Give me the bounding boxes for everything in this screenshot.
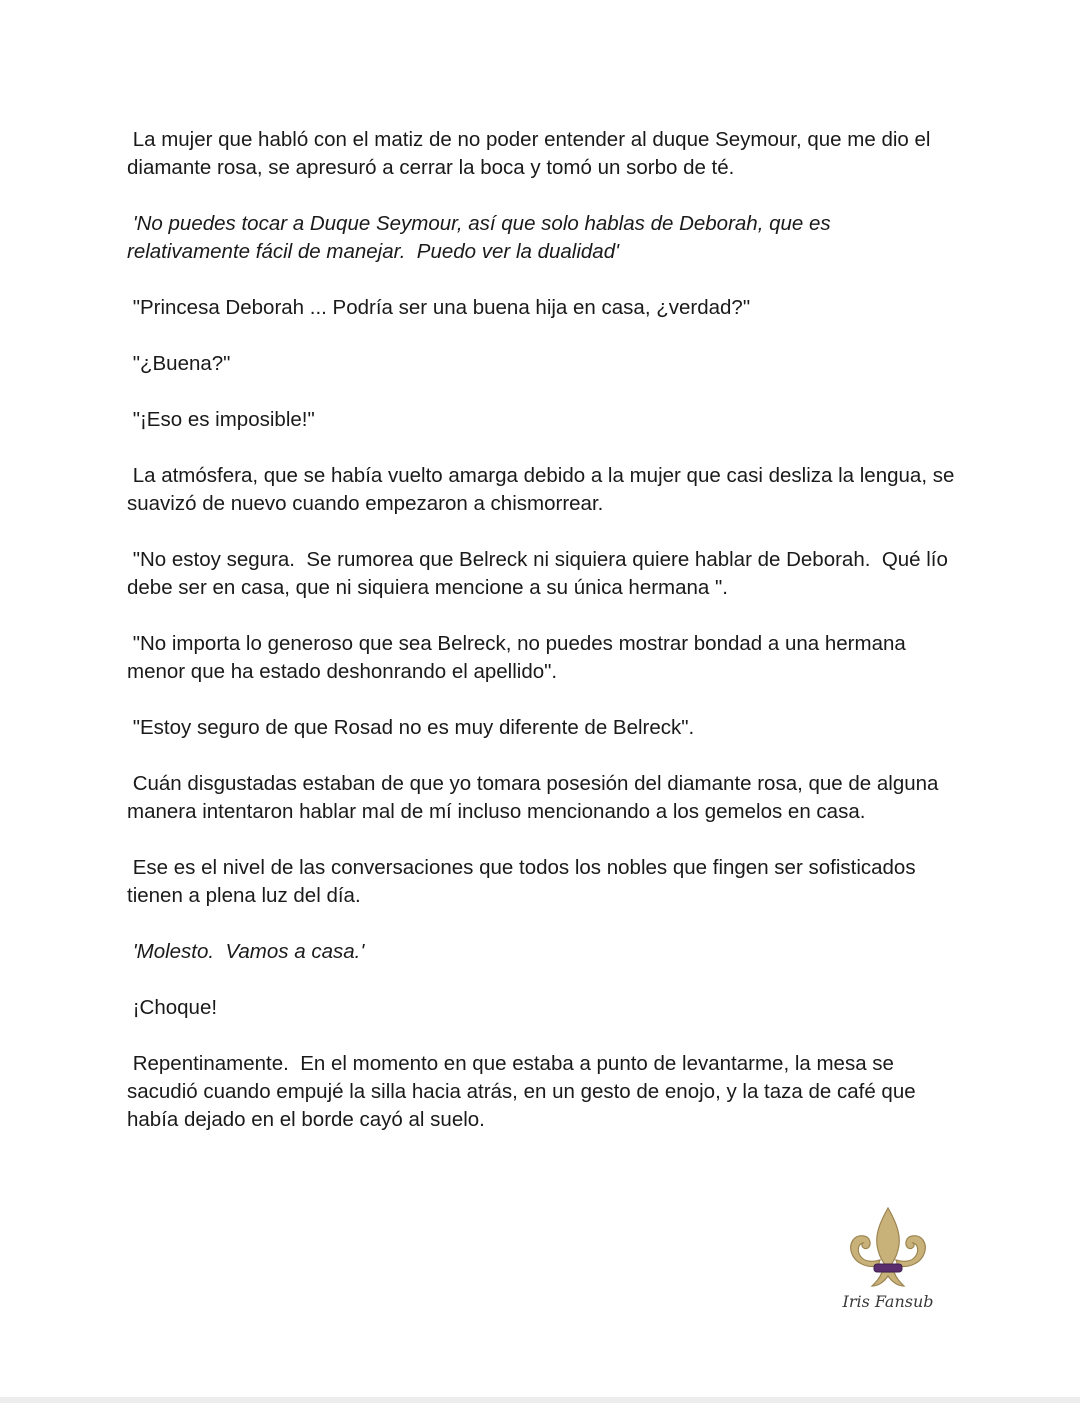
paragraph: Repentinamente. En el momento en que estaba a punto de levantarme, la mesa se sacudió cuando empujé la silla hacia atrás, en un gesto de enojo, y la taza de café que había dejado en el borde cayó al suelo. bbox=[127, 1052, 922, 1131]
paragraph-dialogue: "¡Eso es imposible!" bbox=[127, 408, 315, 431]
paragraph-dialogue: "¿Buena?" bbox=[127, 352, 231, 375]
paragraph-thought: 'No puedes tocar a Duque Seymour, así que solo hablas de Deborah, que es relativamente fácil de manejar. Puedo ver la dualidad' bbox=[127, 212, 837, 263]
logo-text: Iris Fansub bbox=[842, 1292, 934, 1311]
paragraph-thought: 'Molesto. Vamos a casa.' bbox=[127, 940, 365, 963]
fleur-de-lis-icon bbox=[844, 1206, 932, 1292]
paragraph: ¡Choque! bbox=[127, 996, 218, 1019]
paragraph-dialogue: "Estoy seguro de que Rosad no es muy diferente de Belreck". bbox=[127, 716, 695, 739]
paragraph: Ese es el nivel de las conversaciones que todos los nobles que fingen ser sofisticados tienen a plena luz del día. bbox=[127, 856, 922, 907]
paragraph: La mujer que habló con el matiz de no poder entender al duque Seymour, que me dio el diamante rosa, se apresuró a cerrar la boca y tomó un sorbo de té. bbox=[127, 128, 937, 179]
document-body bbox=[127, 126, 961, 1162]
paragraph-dialogue: "No estoy segura. Se rumorea que Belreck ni siquiera quiere hablar de Deborah. Qué lío debe ser en casa, que ni siquiera mencione a su única hermana ". bbox=[127, 548, 954, 599]
paragraph: Cuán disgustadas estaban de que yo tomara posesión del diamante rosa, que de alguna manera intentaron hablar mal de mí incluso mencionando a los gemelos en casa. bbox=[127, 772, 945, 823]
page-bottom-edge bbox=[0, 1397, 1080, 1403]
paragraph-dialogue: "No importa lo generoso que sea Belreck, no puedes mostrar bondad a una hermana menor que ha estado deshonrando el apellido". bbox=[127, 632, 912, 683]
iris-fansub-logo bbox=[836, 1206, 940, 1318]
paragraph-dialogue: "Princesa Deborah ... Podría ser una buena hija en casa, ¿verdad?" bbox=[127, 296, 751, 319]
paragraph: La atmósfera, que se había vuelto amarga debido a la mujer que casi desliza la lengua, se suavizó de nuevo cuando empezaron a chismorrear. bbox=[127, 464, 961, 515]
